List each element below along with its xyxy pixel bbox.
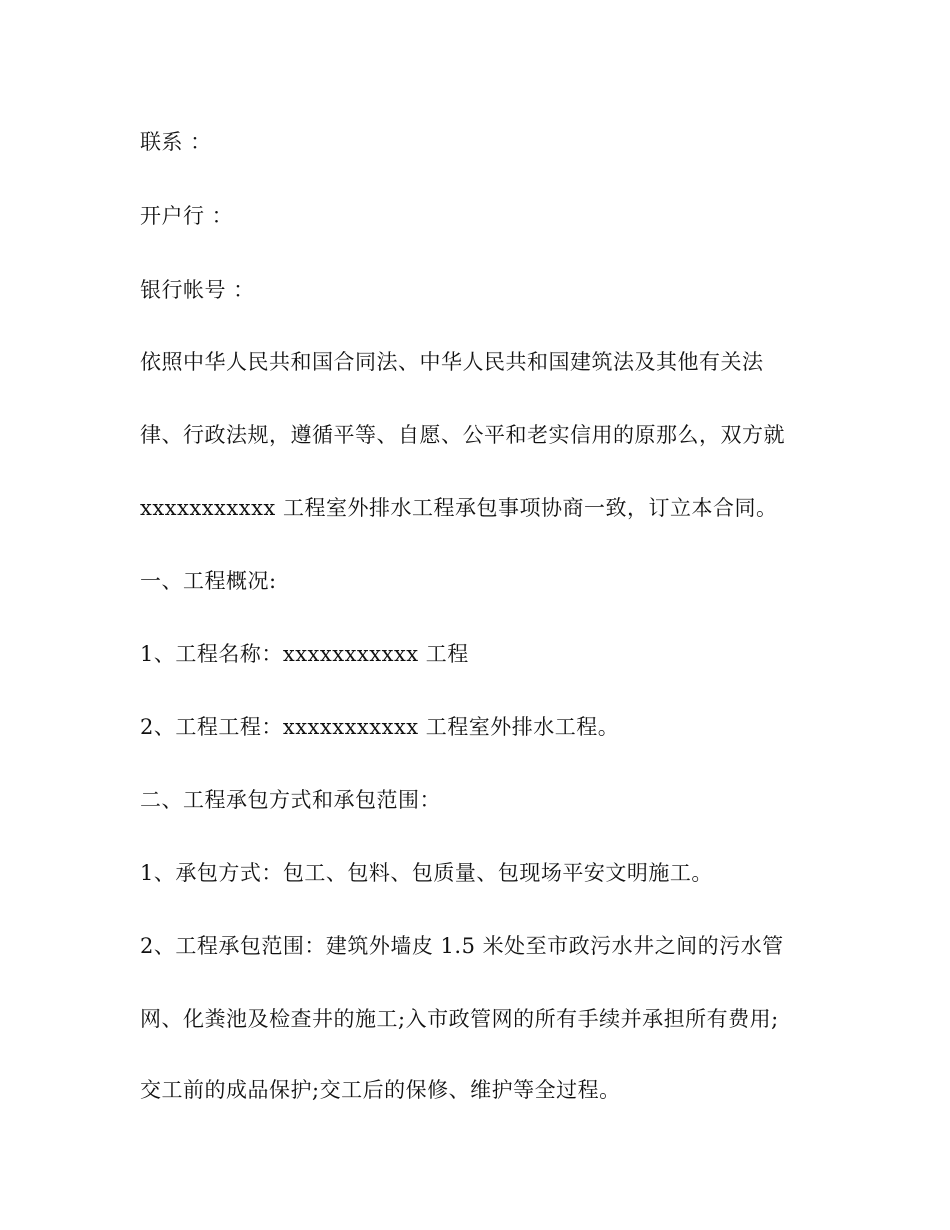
paragraph-line: 依照中华人民共和国合同法、中华人民共和国建筑法及其他有关法 [140, 350, 764, 374]
list-item: 1、工程名称：xxxxxxxxxxx 工程 [140, 642, 469, 666]
paragraph-line: 网、化粪池及检查井的施工;入市政管网的所有手续并承担所有费用; [140, 1007, 779, 1031]
paragraph-line: xxxxxxxxxxx 工程室外排水工程承包事项协商一致，订立本合同。 [140, 496, 778, 520]
paragraph-line: 交工前的成品保护;交工后的保修、维护等全过程。 [140, 1078, 621, 1102]
list-item: 2、工程承包范围：建筑外墙皮 1.5 米处至市政污水井之间的污水管 [140, 934, 784, 958]
bank-account-line: 银行帐号 ： [140, 278, 255, 302]
list-item: 1、承包方式：包工、包料、包质量、包现场平安文明施工。 [140, 861, 713, 885]
section-heading: 一、工程概况: [140, 569, 277, 593]
bank-name-line: 开户行 ： [140, 204, 234, 228]
section-heading: 二、工程承包方式和承包范围： [140, 788, 441, 812]
list-item: 2、工程工程：xxxxxxxxxxx 工程室外排水工程。 [140, 715, 620, 739]
contact-line: 联系 ： [140, 130, 212, 154]
paragraph-line: 律、行政法规，遵循平等、自愿、公平和老实信用的原那么，双方就 [140, 423, 785, 447]
